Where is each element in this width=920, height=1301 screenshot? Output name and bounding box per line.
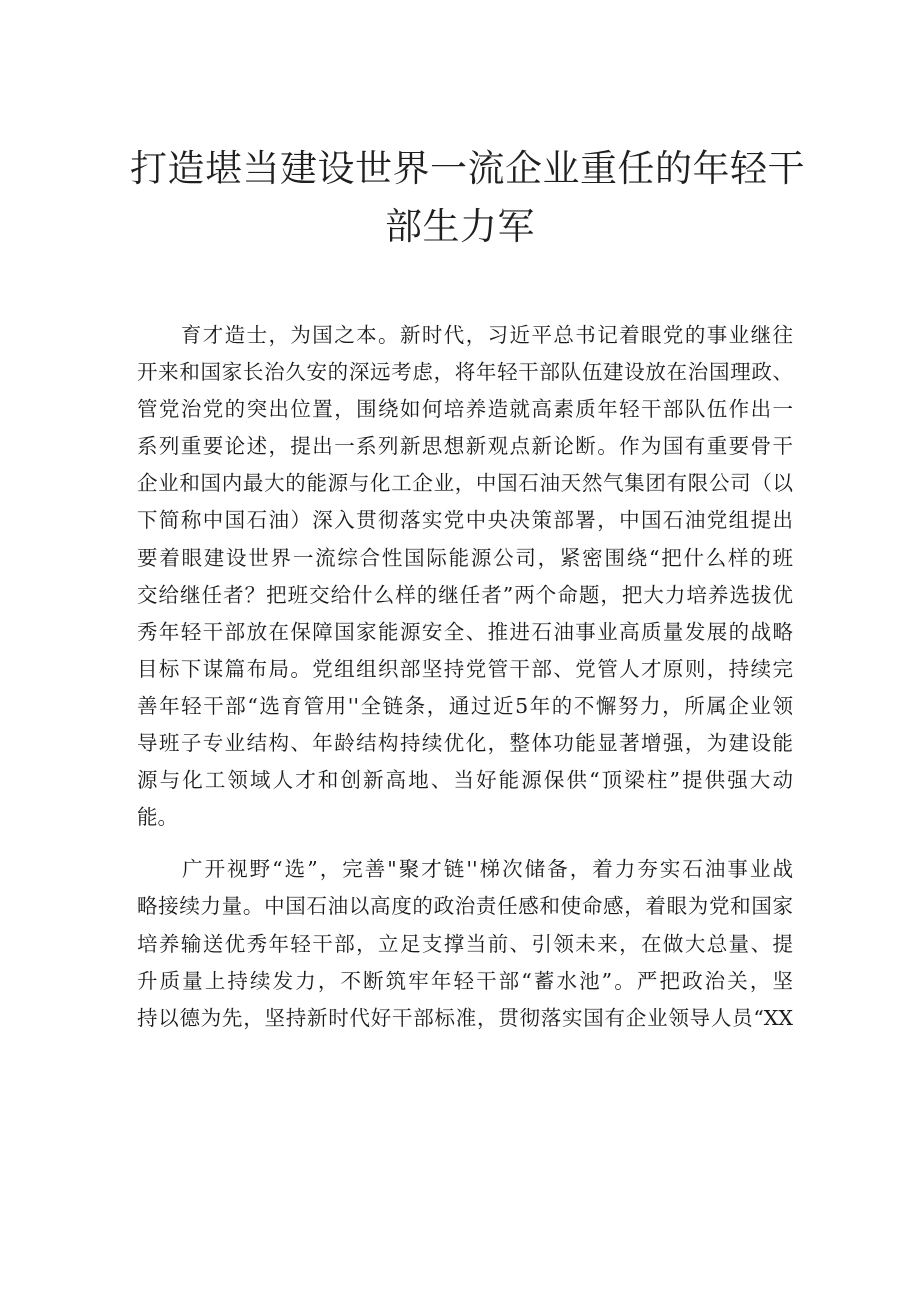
text-line: 略接续力量。中国石油以高度的政治责任感和使命感，着眼为党和国家 bbox=[137, 894, 793, 919]
text-line: 持以德为先，坚持新时代好干部标准，贯彻落实国有企业领导人员“XX bbox=[137, 1005, 793, 1030]
text-line: 培养输送优秀年轻干部，立足支撑当前、引领未来，在做大总量、提 bbox=[137, 931, 793, 956]
title-line-1: 打造堪当建设世界一流企业重任的年轻干 bbox=[130, 147, 805, 190]
text-line: 要着眼建设世界一流综合性国际能源公司，紧密围绕“把什么样的班 bbox=[137, 545, 793, 570]
text-line: 广开视野“选”，完善"聚才链''梯次储备，着力夯实石油事业战 bbox=[137, 857, 793, 882]
text-line: 导班子专业结构、年龄结构持续优化，整体功能显著增强，为建设能 bbox=[137, 731, 793, 756]
document-body bbox=[137, 317, 793, 1037]
text-line: 目标下谋篇布局。党组组织部坚持党管干部、党管人才原则，持续完 bbox=[137, 656, 793, 681]
text-line: 企业和国内最大的能源与化工企业，中国石油天然气集团有限公司（以 bbox=[137, 471, 793, 496]
text-line: 秀年轻干部放在保障国家能源安全、推进石油事业高质量发展的战略 bbox=[137, 619, 793, 644]
text-line: 育才造士，为国之本。新时代，习近平总书记着眼党的事业继往 bbox=[137, 323, 793, 347]
text-line: 善年轻干部“选育管用''全链条，通过近5年的不懈努力，所属企业领 bbox=[137, 693, 793, 718]
title-line-2: 部生力军 bbox=[385, 205, 535, 248]
text-line: 管党治党的突出位置，围绕如何培养造就高素质年轻干部队伍作出一 bbox=[137, 397, 793, 422]
text-line: 交给继任者？把班交给什么样的继任者”两个命题，把大力培养选拔优 bbox=[137, 582, 793, 607]
text-line: 下简称中国石油）深入贯彻落实党中央决策部署，中国石油党组提出 bbox=[137, 508, 793, 533]
text-line: 源与化工领域人才和创新高地、当好能源保供“顶梁柱”提供强大动 bbox=[137, 768, 793, 793]
paragraph-gap bbox=[137, 836, 793, 851]
paragraph-1 bbox=[137, 317, 793, 836]
text-line: 升质量上持续发力，不断筑牢年轻干部“蓄水池”。严把政治关，坚 bbox=[137, 968, 793, 993]
paragraph-2 bbox=[137, 851, 793, 1036]
text-line: 系列重要论述，提出一系列新思想新观点新论断。作为国有重要骨干 bbox=[137, 434, 793, 459]
page-title bbox=[130, 140, 805, 256]
text-line: 开来和国家长治久安的深远考虑，将年轻干部队伍建设放在治国理政、 bbox=[137, 360, 793, 385]
text-line: 能。 bbox=[137, 805, 178, 830]
